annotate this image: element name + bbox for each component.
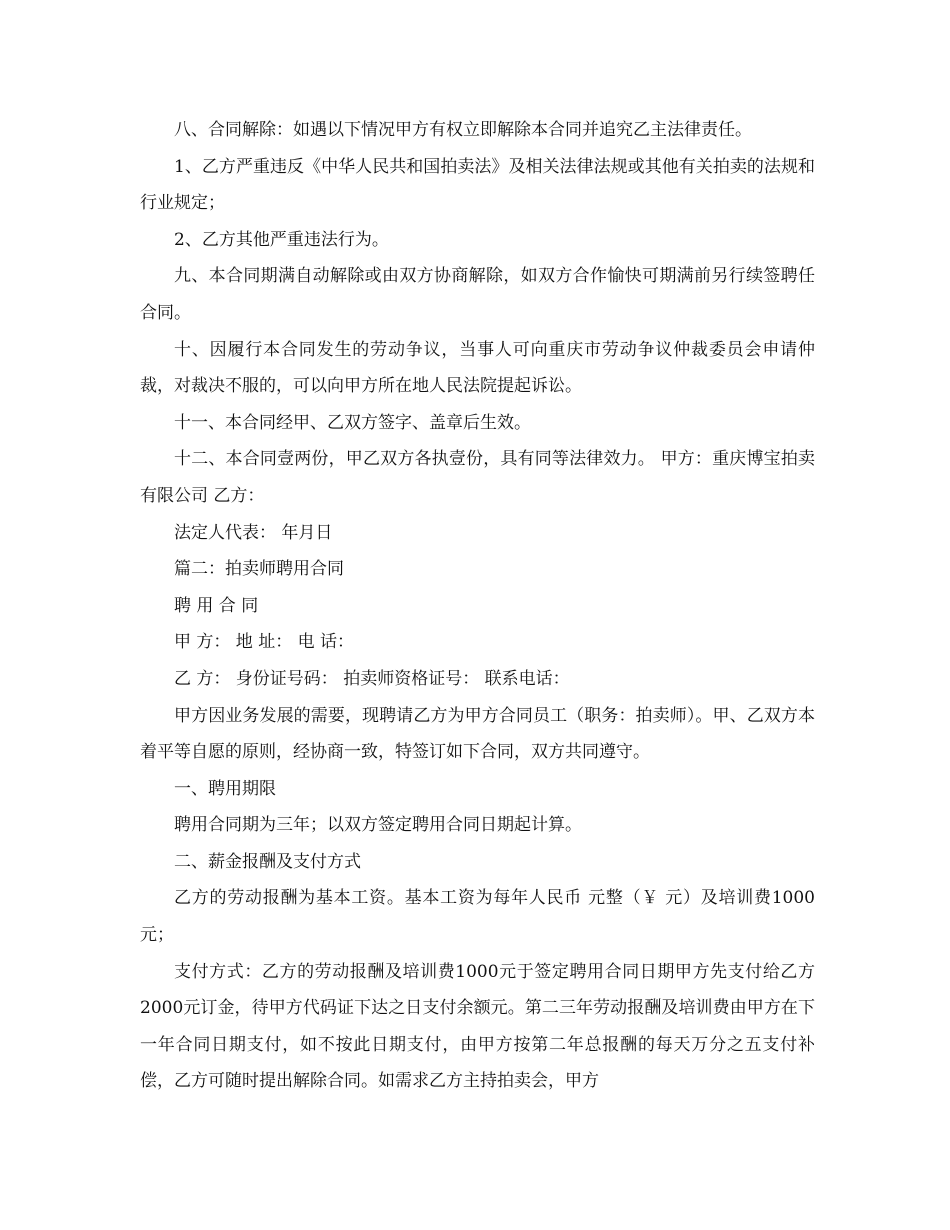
party-b-info-line: 乙 方： 身份证号码： 拍卖师资格证号： 联系电话： xyxy=(174,668,570,689)
clause-12-copies: 十二、本合同壹两份，甲乙双方各执壹份，具有同等法律效力。 甲方：重庆博宝拍卖有限公司 乙方： xyxy=(140,449,815,506)
section-2-salary: 乙方的劳动报酬为基本工资。基本工资为每年人民币 元整（￥ 元）及培训费1000元； xyxy=(140,888,815,946)
section-heading-part-two: 篇二：拍卖师聘用合同 xyxy=(174,559,344,580)
party-a-info-line: 甲 方： 地 址： 电 话： xyxy=(174,632,355,653)
section-2-heading: 二、薪金报酬及支付方式 xyxy=(174,851,361,872)
clause-10-disputes: 十、因履行本合同发生的劳动争议，当事人可向重庆市劳动争议仲裁委员会申请仲裁，对裁决不服的，可以向甲方所在地人民法院提起诉讼。 xyxy=(140,339,815,397)
clause-8-item-2: 2、乙方其他严重违法行为。 xyxy=(174,229,389,250)
contract-title: 聘 用 合 同 xyxy=(174,595,259,616)
clause-11-effective: 十一、本合同经甲、乙双方签字、盖章后生效。 xyxy=(174,412,531,433)
section-2-payment-method: 支付方式：乙方的劳动报酬及培训费1000元于签定聘用合同日期甲方先支付给乙方2000元订金，待甲方代码证下达之日支付余额元。第二三年劳动报酬及培训费由甲方在下一年合同日期支付，如不按此日期支付，由甲方按第二年总报酬的每天万分之五支付补偿，乙方可随时提出解除合同。如需求乙方主持拍卖会，甲方 xyxy=(140,961,815,1092)
clause-9-expiry: 九、本合同期满自动解除或由双方协商解除，如双方合作愉快可期满前另行续签聘任合同。 xyxy=(140,266,815,323)
clause-8-item-1: 1、乙方严重违反《中华人民共和国拍卖法》及相关法律法规或其他有关拍卖的法规和行业规定； xyxy=(140,156,815,214)
contract-preamble: 甲方因业务发展的需要，现聘请乙方为甲方合同员工（职务：拍卖师）。甲、乙双方本着平等自愿的原则，经协商一致，特签订如下合同，双方共同遵守。 xyxy=(140,705,815,763)
section-1-term: 聘用合同期为三年；以双方签定聘用合同日期起计算。 xyxy=(174,815,582,836)
document-body xyxy=(140,112,815,1100)
clause-8-termination: 八、合同解除：如遇以下情况甲方有权立即解除本合同并追究乙主法律责任。 xyxy=(174,120,752,140)
legal-representative-line: 法定人代表： 年月日 xyxy=(174,522,333,543)
section-1-heading: 一、聘用期限 xyxy=(174,778,276,799)
